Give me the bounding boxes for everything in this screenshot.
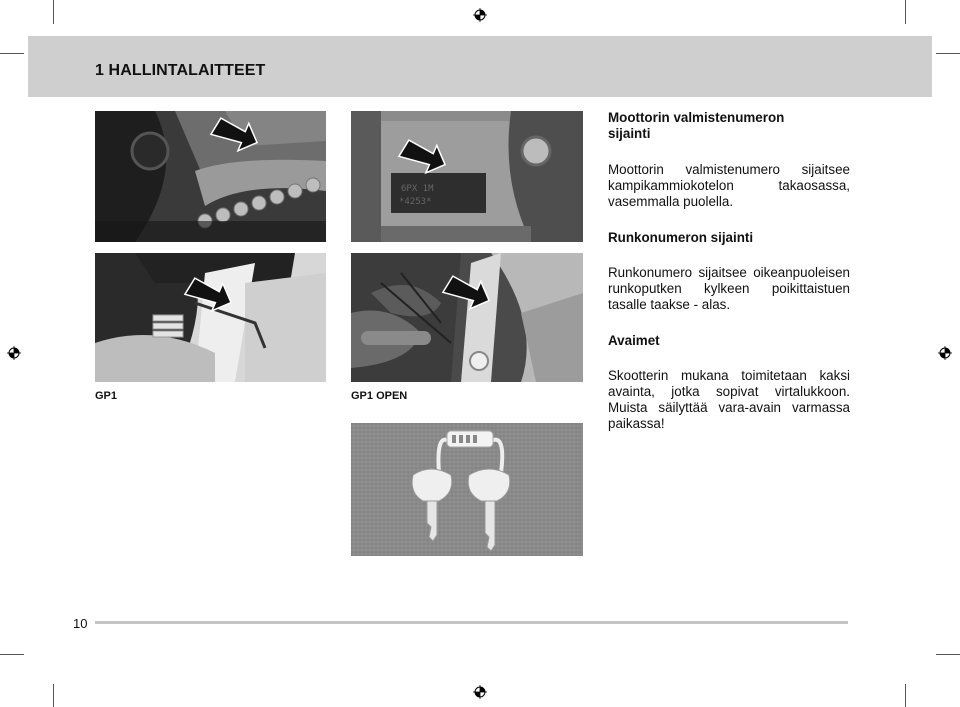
crop-mark xyxy=(905,0,906,24)
text-column xyxy=(608,368,850,432)
photo-gp1-frame-number xyxy=(95,253,326,382)
section-body-frame-number: Runkonumero sijaitsee oikeanpuoleisen runkoputken kylkeen poikittaistuen tasalle taakse - alas. xyxy=(608,265,850,312)
photo-caption-gp1-open: GP1 OPEN xyxy=(351,390,408,402)
text-column xyxy=(608,110,850,142)
crop-mark xyxy=(905,684,906,707)
registration-mark-icon xyxy=(473,685,487,699)
svg-text:6PX 1M: 6PX 1M xyxy=(401,184,434,194)
crop-mark xyxy=(0,53,24,54)
section-heading-keys: Avaimet xyxy=(608,333,660,348)
crop-mark xyxy=(53,0,54,24)
photo-gp1open-frame-number xyxy=(351,253,583,382)
crop-mark xyxy=(0,654,24,655)
footer-rule xyxy=(95,621,848,624)
text-column xyxy=(608,230,850,246)
crop-mark xyxy=(53,684,54,707)
photo-gp1-engine-number xyxy=(95,111,326,242)
section-body-keys: Skootterin mukana toimitetaan kaksi avainta, jotka sopivat virtalukkoon. Muista säilyttää vara-avain varmassa paikassa! xyxy=(608,368,850,431)
photo-ignition-keys xyxy=(351,423,583,556)
text-column xyxy=(608,333,850,349)
section-body-engine-number: Moottorin valmistenumero sijaitsee kampikammiokotelon takaosassa, vasemmalla puolella. xyxy=(608,162,850,209)
page-number: 10 xyxy=(73,616,88,631)
chapter-title: 1 HALLINTALAITTEET xyxy=(95,62,266,79)
photo-gp1open-engine-number xyxy=(351,111,583,242)
text-column xyxy=(608,162,850,210)
crop-mark xyxy=(936,53,960,54)
text-column xyxy=(608,265,850,313)
section-heading-engine-number: Moottorin valmistenumeron sijainti xyxy=(608,110,785,141)
crop-mark xyxy=(936,654,960,655)
registration-mark-icon xyxy=(7,346,21,360)
svg-text:*4253*: *4253* xyxy=(399,197,432,207)
photo-caption-gp1: GP1 xyxy=(95,390,118,402)
registration-mark-icon xyxy=(938,346,952,360)
section-heading-frame-number: Runkonumeron sijainti xyxy=(608,230,754,245)
registration-mark-icon xyxy=(473,8,487,22)
